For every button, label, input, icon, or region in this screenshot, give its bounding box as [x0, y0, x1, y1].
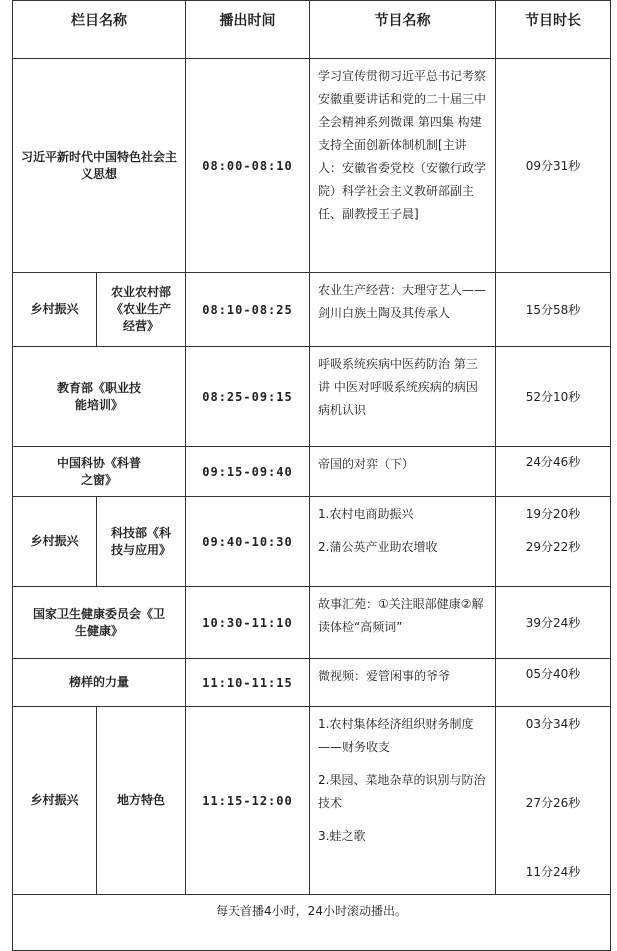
program-cell: [310, 497, 496, 587]
table-row: [13, 447, 611, 497]
subcategory-cell: 农业农村部《农业生产经营》: [97, 273, 186, 347]
program-item: 1.农村集体经济组织财务制度——财务收支: [318, 717, 474, 754]
header-program: 节目名称: [310, 1, 496, 59]
time-cell: 08:25-09:15: [186, 347, 310, 447]
category-cell: 乡村振兴: [13, 707, 97, 895]
table-row: [13, 707, 611, 895]
table-row: [13, 347, 611, 447]
duration-cell: 39分24秒: [496, 587, 611, 659]
program-cell: 农业生产经营：大理守艺人——剑川白族土陶及其传承人: [310, 273, 496, 347]
duration-cell: 05分40秒: [496, 659, 611, 707]
duration-item: 03分34秒: [525, 717, 581, 731]
category-cell: 国家卫生健康委员会《卫生健康》: [13, 587, 186, 659]
category-cell: 教育部《职业技能培训》: [13, 347, 186, 447]
program-item: 1.农村电商助振兴: [318, 507, 414, 521]
header-time: 播出时间: [186, 1, 310, 59]
program-item: 2.蒲公英产业助农增收: [318, 540, 438, 554]
program-cell: [310, 707, 496, 895]
table-row: [13, 273, 611, 347]
table-row: [13, 497, 611, 587]
duration-cell: [496, 707, 611, 895]
schedule-table: [12, 0, 611, 951]
program-item: 2.果园、菜地杂草的识别与防治技术: [318, 773, 486, 810]
program-cell: 呼吸系统疾病中医药防治 第三讲 中医对呼吸系统疾病的病因病机认识: [310, 347, 496, 447]
program-cell: 微视频：爱管闲事的爷爷: [310, 659, 496, 707]
time-cell: 09:40-10:30: [186, 497, 310, 587]
time-cell: 09:15-09:40: [186, 447, 310, 497]
header-row: [13, 1, 611, 59]
category-cell: 乡村振兴: [13, 273, 97, 347]
duration-cell: 24分46秒: [496, 447, 611, 497]
program-cell: 学习宣传贯彻习近平总书记考察安徽重要讲话和党的二十届三中全会精神系列微课 第四集 构建支持全面创新体制机制[主讲人：安徽省委党校（安徽行政学院）科学社会主义教研部副主任、副教授王子晨]: [310, 59, 496, 273]
duration-cell: 15分58秒: [496, 273, 611, 347]
header-category: 栏目名称: [13, 1, 186, 59]
duration-cell: 52分10秒: [496, 347, 611, 447]
duration-item: 11分24秒: [525, 865, 581, 879]
duration-item: 27分26秒: [525, 796, 581, 810]
program-cell: 故事汇苑：①关注眼部健康②解读体检“高频词”: [310, 587, 496, 659]
time-cell: 11:10-11:15: [186, 659, 310, 707]
program-cell: 帝国的对弈（下）: [310, 447, 496, 497]
duration-cell: 09分31秒: [496, 59, 611, 273]
duration-item: 19分20秒: [525, 507, 581, 521]
time-cell: 08:10-08:25: [186, 273, 310, 347]
table-row: [13, 59, 611, 273]
table-row: [13, 587, 611, 659]
category-cell: 榜样的力量: [13, 659, 186, 707]
header-duration: 节目时长: [496, 1, 611, 59]
duration-item: 29分22秒: [525, 540, 581, 554]
footer-note: 每天首播4小时，24小时滚动播出。: [13, 895, 611, 951]
subcategory-cell: 地方特色: [97, 707, 186, 895]
program-item: 3.蛙之歌: [318, 829, 366, 843]
duration-cell: [496, 497, 611, 587]
subcategory-cell: 科技部《科技与应用》: [97, 497, 186, 587]
time-cell: 11:15-12:00: [186, 707, 310, 895]
footer-row: [13, 895, 611, 951]
table-row: [13, 659, 611, 707]
time-cell: 10:30-11:10: [186, 587, 310, 659]
category-cell: 乡村振兴: [13, 497, 97, 587]
time-cell: 08:00-08:10: [186, 59, 310, 273]
category-cell: 习近平新时代中国特色社会主义思想: [13, 59, 186, 273]
category-cell: 中国科协《科普之窗》: [13, 447, 186, 497]
